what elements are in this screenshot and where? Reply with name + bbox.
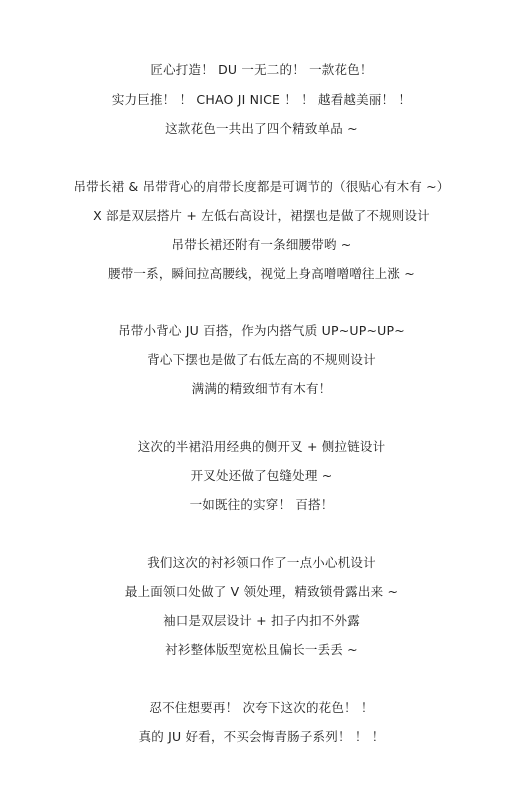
- text-line: 腰带一系，瞬间拉高腰线，视觉上身高噌噌噌往上涨 ~: [108, 266, 415, 281]
- text-line: 最上面领口处做了 V 领处理，精致锁骨露出来 ~: [124, 584, 399, 599]
- text-line: 一如既往的实穿！ 百搭！: [189, 497, 334, 512]
- text-line: 衬衫整体版型宽松且偏长一丢丢 ~: [165, 642, 358, 657]
- text-line: 这次的半裙沿用经典的侧开叉 + 侧拉链设计: [137, 439, 386, 454]
- text-line: 开叉处还做了包缝处理 ~: [190, 468, 333, 483]
- text-line: 吊带小背心 JU 百搭，作为内搭气质 UP~UP~UP~: [118, 323, 405, 338]
- text-line: X 部是双层搭片 + 左低右高设计，裙摆也是做了不规则设计: [93, 208, 430, 223]
- text-line: 忍不住想要再！ 次夸下这次的花色！ ！: [149, 700, 374, 715]
- text-line: 这款花色一共出了四个精致单品 ~: [165, 121, 358, 136]
- text-line: 满满的精致细节有木有！: [191, 381, 332, 396]
- text-line: 实力巨推！ ！ CHAO JI NICE ！ ！ 越看越美丽！ ！: [111, 92, 412, 107]
- text-line: 匠心打造！ DU 一无二的！ 一款花色！: [150, 62, 373, 77]
- text-line: 吊带长裙还附有一条细腰带哟 ~: [171, 237, 352, 252]
- text-line: 我们这次的衬衫领口作了一点小心机设计: [147, 555, 376, 570]
- text-line: 袖口是双层设计 + 扣子内扣不外露: [163, 613, 360, 628]
- text-line: 吊带长裙 & 吊带背心的肩带长度都是可调节的（很贴心有木有 ~）: [73, 179, 450, 194]
- text-line: 背心下摆也是做了右低左高的不规则设计: [147, 352, 376, 367]
- text-line: 真的 JU 好看，不买会悔青肠子系列！ ！ ！: [138, 729, 385, 744]
